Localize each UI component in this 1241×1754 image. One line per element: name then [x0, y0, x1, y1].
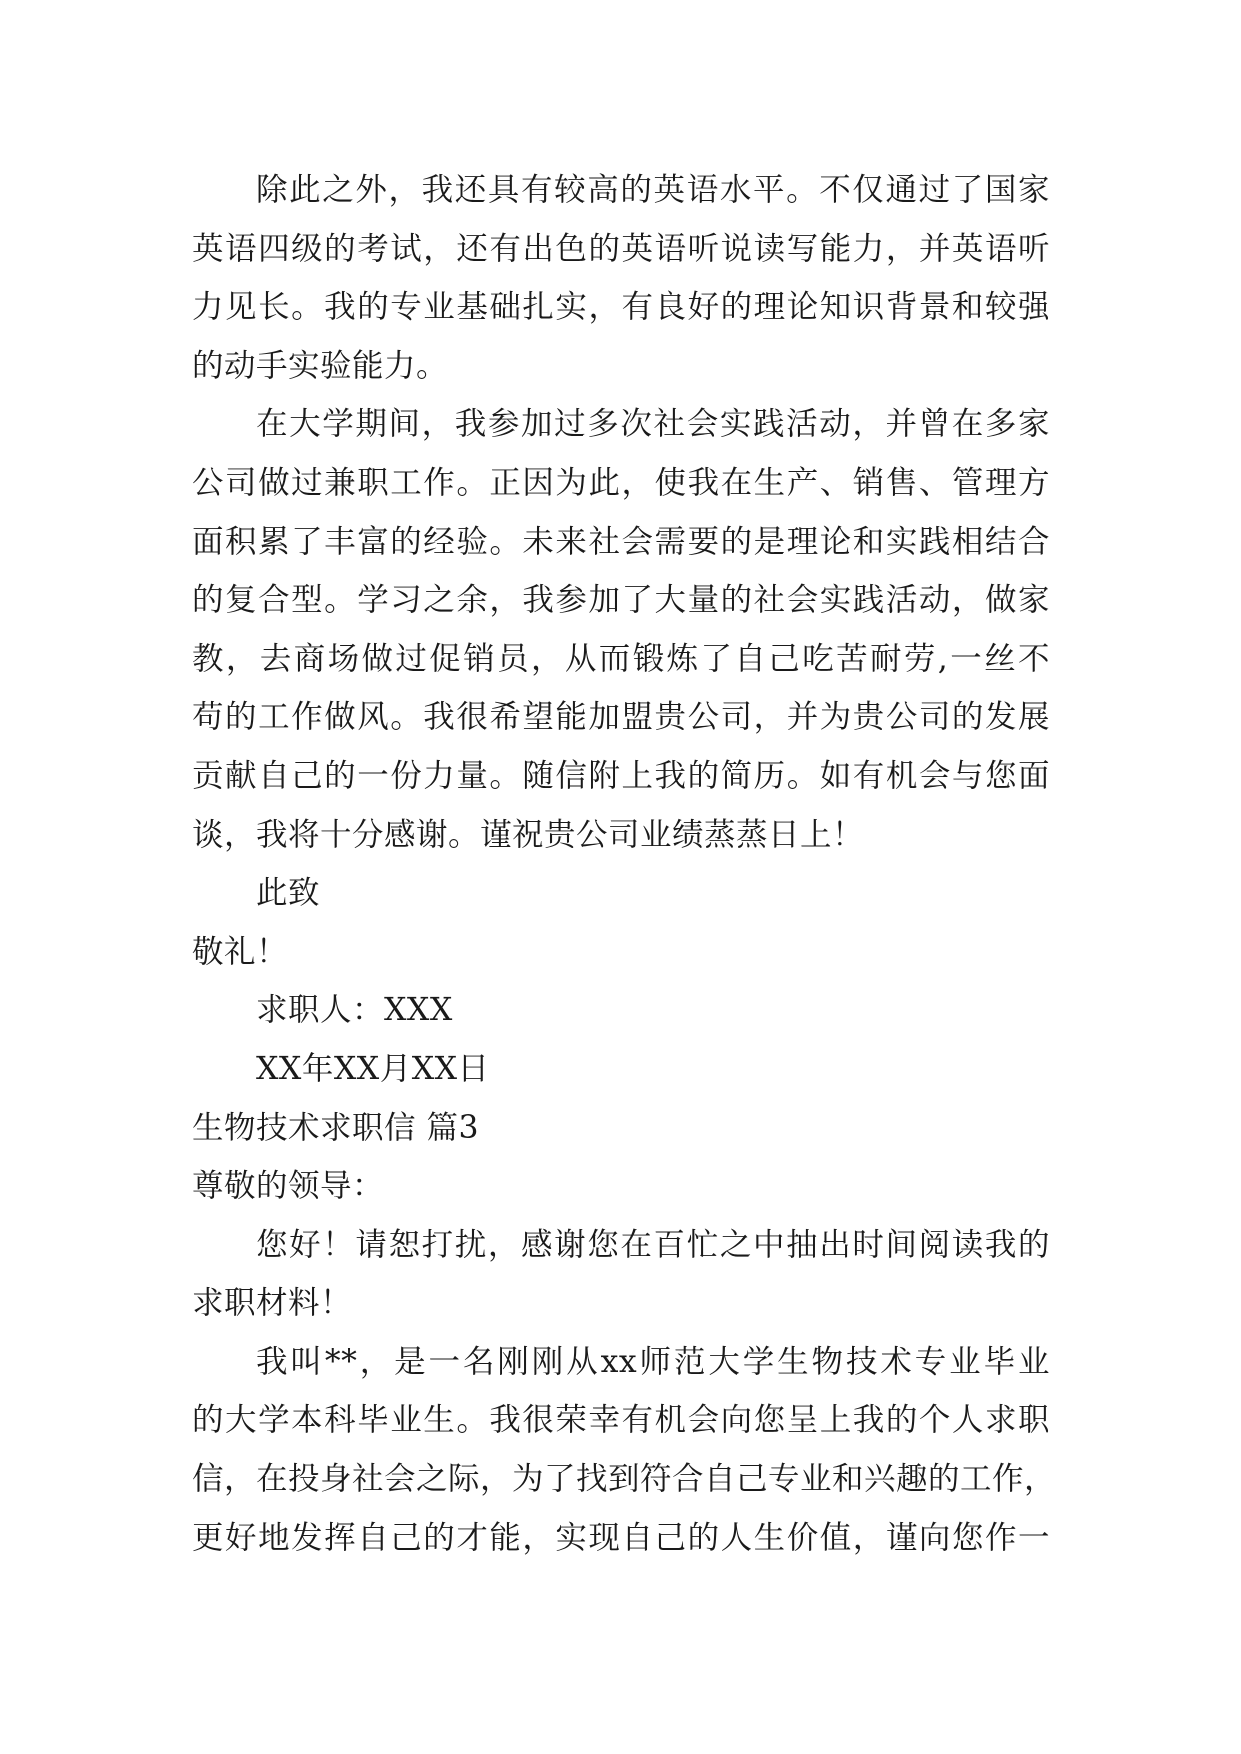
closing-salutation: 此致: [256, 875, 321, 912]
text-line: 贡献自己的一份力量。随信附上我的简历。如有机会与您面: [192, 757, 1050, 794]
text-line: 的大学本科毕业生。我很荣幸有机会向您呈上我的个人求职: [192, 1402, 1050, 1439]
text-line: 的动手实验能力。: [192, 347, 449, 384]
text-line: 谈，我将十分感谢。谨祝贵公司业绩蒸蒸日上！: [192, 816, 865, 853]
text-line: 力见长。我的专业基础扎实，有良好的理论知识背景和较强: [192, 289, 1050, 326]
text-line: 更好地发挥自己的才能，实现自己的人生价值，谨向您作一: [192, 1519, 1050, 1556]
applicant-signature: 求职人：XXX: [256, 992, 453, 1029]
text-line: 除此之外，我还具有较高的英语水平。不仅通过了国家: [256, 172, 1050, 208]
text-line: 教，去商场做过促销员，从而锻炼了自己吃苦耐劳,一丝不: [192, 640, 1050, 677]
text-line: 我叫**，是一名刚刚从xx师范大学生物技术专业毕业: [256, 1343, 1050, 1380]
letter-date: XX年XX月XX日: [256, 1050, 490, 1087]
text-line: 信，在投身社会之际，为了找到符合自己专业和兴趣的工作，: [192, 1461, 1057, 1498]
closing-regards: 敬礼！: [192, 933, 289, 970]
text-line: 求职材料！: [192, 1285, 353, 1322]
letter-greeting: 尊敬的领导：: [192, 1168, 385, 1205]
text-line: 英语四级的考试，还有出色的英语听说读写能力，并英语听: [192, 230, 1050, 267]
text-line: 苟的工作做风。我很希望能加盟贵公司，并为贵公司的发展: [192, 699, 1050, 736]
text-line: 在大学期间，我参加过多次社会实践活动，并曾在多家: [256, 406, 1050, 443]
text-line: 公司做过兼职工作。正因为此，使我在生产、销售、管理方: [192, 464, 1050, 501]
text-line: 面积累了丰富的经验。未来社会需要的是理论和实践相结合: [192, 523, 1050, 560]
letter-body: [192, 161, 1057, 1567]
text-line: 的复合型。学习之余，我参加了大量的社会实践活动，做家: [192, 582, 1050, 619]
section-heading: 生物技术求职信 篇3: [192, 1109, 480, 1146]
text-line: 您好！请恕打扰，感谢您在百忙之中抽出时间阅读我的: [256, 1226, 1050, 1263]
